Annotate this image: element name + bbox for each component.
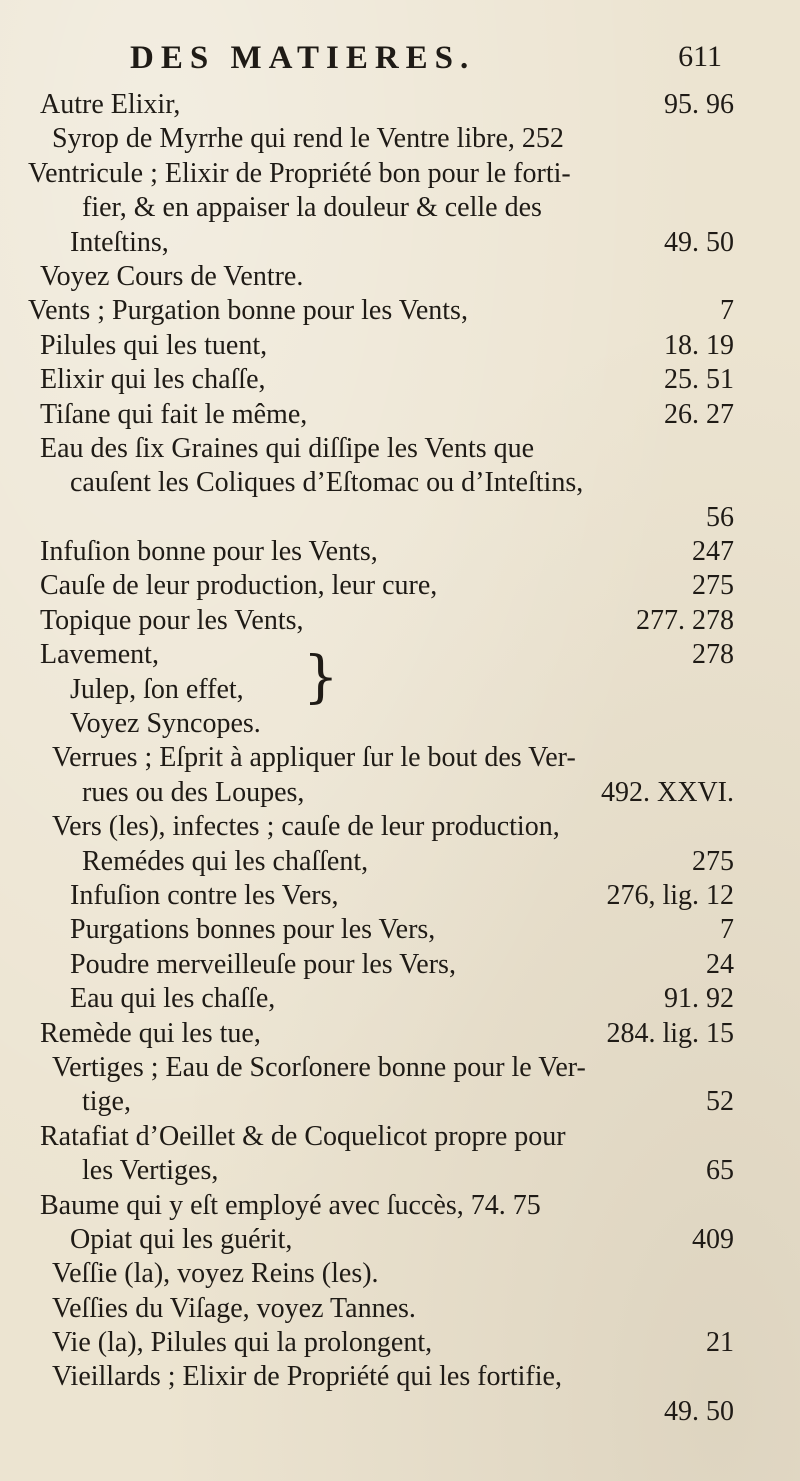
entry-text: cauſent les Coliques d’Eſtomac ou d’Inteſtins, [70,467,584,499]
page-reference: 24 [706,948,734,980]
page-reference: 492. XXVI. [601,776,734,808]
index-line [0,1257,800,1291]
index-line [0,535,800,569]
entry-text: Lavement, [40,639,159,671]
entry-text: Cauſe de leur production, leur cure, [40,570,438,602]
entry-text: Verrues ; Eſprit à appliquer ſur le bout des Ver- [52,742,576,774]
page-reference: 275 [692,570,734,602]
index-line [0,1189,800,1223]
entry-text: Eau des ſix Graines qui diſſipe les Vents que [40,432,535,464]
page-reference: 409 [692,1223,734,1255]
entry-text: Remédes qui les chaſſent, [82,845,369,877]
entry-text: Poudre merveilleuſe pour les Vers, [70,948,456,980]
index-line [0,466,800,500]
index-line [0,1395,800,1429]
index-line [0,1051,800,1085]
entry-text: Remède qui les tue, [40,1017,261,1049]
page-reference: 49. 50 [664,226,734,258]
page-reference: 18. 19 [664,329,734,361]
page-reference: 65 [706,1155,734,1187]
page-header [0,40,800,80]
index-line [0,398,800,432]
index-line [0,1292,800,1326]
brace-mark: } [303,645,339,710]
page-reference: 95. 96 [664,89,734,120]
index-line [0,673,800,707]
index-line [0,122,800,156]
page-reference: 278 [692,639,734,671]
index-line [0,501,800,535]
entry-text: Eau qui les chaſſe, [70,983,276,1015]
entry-text: Elixir qui les chaſſe, [40,364,266,396]
entry-text: rues ou des Loupes, [82,776,305,808]
index-line [0,363,800,397]
running-title: DES MATIERES. [130,40,476,76]
entry-text: Ventricule ; Elixir de Propriété bon pour le forti- [28,157,571,189]
index-line [0,948,800,982]
index-line [0,982,800,1016]
entry-text: Infuſion bonne pour les Vents, [40,536,378,568]
entry-text: Baume qui y eſt employé avec ſuccès, 74. 75 [40,1189,541,1221]
index-line [0,329,800,363]
index-line [0,1326,800,1360]
entry-text: Julep, ſon effet, [70,673,244,705]
index-line [0,88,800,122]
entry-text: Inteſtins, [70,226,169,258]
entry-text: Tiſane qui fait le même, [40,398,308,430]
entry-text: Topique pour les Vents, [40,604,304,636]
index-line [0,776,800,810]
index-line [0,226,800,260]
entry-text: Vents ; Purgation bonne pour les Vents, [28,295,468,327]
index-line [0,260,800,294]
page-reference: 284. lig. 15 [606,1017,734,1049]
page-reference: 52 [706,1086,734,1118]
entry-text: Vertiges ; Eau de Scorſonere bonne pour le Ver- [52,1051,586,1083]
entry-text: Voyez Syncopes. [70,708,261,740]
index-line [0,638,800,672]
page-reference: 91. 92 [664,983,734,1015]
entry-text: fier, & en appaiser la douleur & celle des [82,192,542,224]
index-line [0,191,800,225]
index-line [0,845,800,879]
index-line [0,810,800,844]
index-line [0,1017,800,1051]
page-reference: 7 [720,914,734,946]
index-line [0,1154,800,1188]
page-reference: 49. 50 [664,1395,734,1427]
entry-text: Voyez Cours de Ventre. [40,260,304,292]
index-line [0,604,800,638]
entry-text: Infuſion contre les Vers, [70,879,339,911]
entry-text: Purgations bonnes pour les Vers, [70,914,436,946]
entry-text: les Vertiges, [82,1155,219,1187]
page-reference: 275 [692,845,734,877]
page-reference: 247 [692,536,734,568]
index-line [0,432,800,466]
entry-text: Veſſie (la), voyez Reins (les). [52,1258,379,1290]
index-entries [0,88,800,1429]
page-reference: 21 [706,1327,734,1359]
index-line [0,294,800,328]
index-line [0,1360,800,1394]
entry-text: Autre Elixir, [40,89,181,120]
page-reference: 25. 51 [664,364,734,396]
entry-text: Syrop de Myrrhe qui rend le Ventre libre, 252 [52,123,564,155]
page-reference: 277. 278 [636,604,734,636]
entry-text: Vie (la), Pilules qui la prolongent, [52,1327,433,1359]
entry-text: Vieillards ; Elixir de Propriété qui les fortifie, [52,1361,562,1393]
index-line [0,707,800,741]
page-reference: 276, lig. 12 [606,879,734,911]
entry-text: Veſſies du Viſage, voyez Tannes. [52,1292,416,1324]
index-line [0,1223,800,1257]
entry-text: tige, [82,1086,131,1118]
page-reference: 26. 27 [664,398,734,430]
entry-text: Opiat qui les guérit, [70,1223,293,1255]
page-reference: 56 [706,501,734,533]
entry-text: Pilules qui les tuent, [40,329,268,361]
index-line [0,913,800,947]
page-number: 611 [678,40,722,73]
page-reference: 7 [720,295,734,327]
index-line [0,569,800,603]
index-line [0,741,800,775]
index-line [0,1120,800,1154]
entry-text: Vers (les), infectes ; cauſe de leur production, [52,811,560,843]
index-line [0,879,800,913]
index-line [0,157,800,191]
entry-text: Ratafiat d’Oeillet & de Coquelicot propre pour [40,1120,566,1152]
index-line [0,1085,800,1119]
